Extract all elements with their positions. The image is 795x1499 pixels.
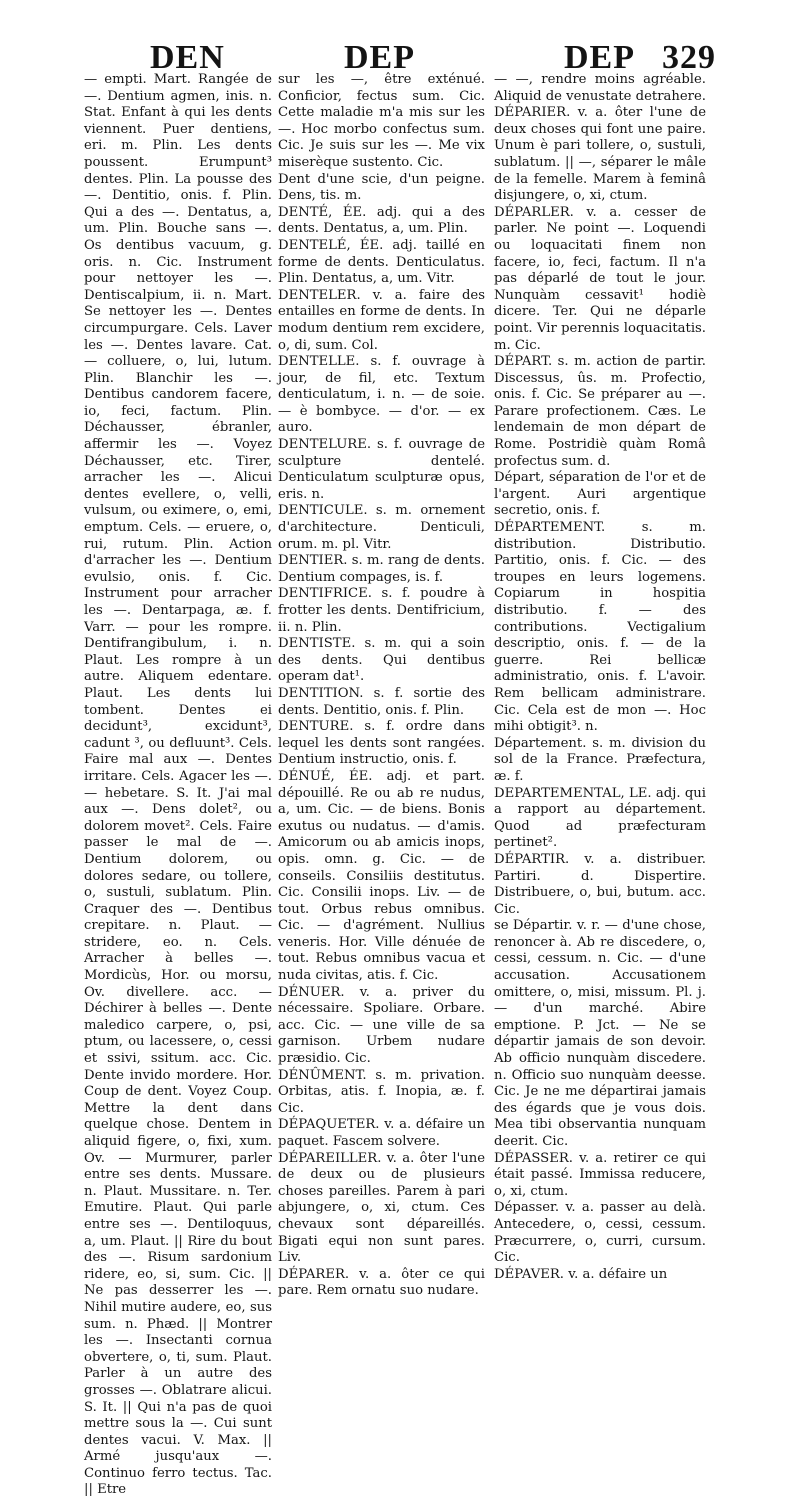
dictionary-entry: DÉPARTIR. v. a. distribuer. Partiri. d. Dispertire. Distribuere, o, bui, butum. acc. Cic. xyxy=(494,851,706,917)
dictionary-entry: DENTELURE. s. f. ouvrage de sculpture dentelé. Denticulatum sculpturæ opus, eris. n. xyxy=(278,437,485,502)
running-head-middle: DEP xyxy=(344,39,415,76)
dictionary-entry: Département. s. m. division du sol de la France. Præfectura, æ. f. xyxy=(494,735,706,784)
dictionary-entry: DENTELER. v. a. faire des entailles en forme de dents. In modum dentium rem excidere, o, di, sum. Col. xyxy=(278,287,485,353)
dictionary-entry: DENTURE. s. f. ordre dans lequel les dents sont rangées. Dentium instructio, onis. f. xyxy=(278,719,485,768)
dictionary-entry: se Départir. v. r. — d'une chose, renoncer à. Ab re discedere, o, cessi, cessum. n. Cic. — d'une accusation. Accusationem omittere, o, misi, missum. Pl. j. — d'un marché. Abire emptione. P. Jct. — Ne se départir jamais de son devoir. Ab officio nunquàm discedere. n. Officio suo nunquàm deesse. Cic. Je ne me départirai jamais des égards que je vous dois. Mea tibi observantia nunquam deerit. Cic. xyxy=(494,918,706,1149)
running-head-right: DEP xyxy=(564,39,635,76)
column-3 xyxy=(494,72,706,1282)
dictionary-entry: Dépasser. v. a. passer au delà. Antecedere, o, cessi, cessum. Præcurrere, o, curri, cursum. Cic. xyxy=(494,1200,706,1266)
page-number: 329 xyxy=(662,39,716,76)
dictionary-entry: — —, rendre moins agréable. Aliquid de venustate detrahere. xyxy=(494,72,706,104)
dictionary-entry: DENTELÉ, ÉE. adj. taillé en forme de dents. Denticulatus. Plin. Dentatus, a, um. Vitr. xyxy=(278,237,485,287)
running-head-left: DEN xyxy=(150,39,225,76)
dictionary-entry: DÉNÛMENT. s. m. privation. Orbitas, atis. f. Inopia, æ. f. Cic. xyxy=(278,1067,485,1116)
dictionary-entry: DÉPARIER. v. a. ôter l'une de deux choses qui font une paire. Unum è pari tollere, o, sustuli, sublatum. || —, séparer le mâle de la femelle. Marem à feminâ disjungere, o, xi, ctum. xyxy=(494,105,706,204)
dictionary-entry: Dent d'une scie, d'un peigne. Dens, tis. m. xyxy=(278,171,485,204)
dictionary-entry: DÉPART. s. m. action de partir. Discessus, ûs. m. Profectio, onis. f. Cic. Se préparer au —. Parare profectionem. Cæs. Le lendemain de mon départ de Rome. Postridiè quàm Româ profectus sum. d. xyxy=(494,354,706,469)
dictionary-entry: DÉPAQUETER. v. a. défaire un paquet. Fascem solvere. xyxy=(278,1117,485,1149)
dictionary-entry: DÉNUER. v. a. priver du nécessaire. Spoliare. Orbare. acc. Cic. — une ville de sa garnison. Urbem nudare præsidio. Cic. xyxy=(278,984,485,1067)
dictionary-entry: — empti. Mart. Rangée de —. Dentium agmen, inis. n. Stat. Enfant à qui les dents viennent. Puer dentiens, eri. m. Plin. Les dents poussent. Erumpunt³ dentes. Plin. La pousse des —. Dentitio, onis. f. Plin. Qui a des —. Dentatus, a, um. Plin. Bouche sans —. Os dentibus vacuum, g. oris. n. Cic. Instrument pour nettoyer les —. Dentiscalpium, ii. n. Mart. Se nettoyer les —. Dentes circumpurgare. Cels. Laver les —. Dentes lavare. Cat. — colluere, o, lui, lutum. Plin. Blanchir les —. Dentibus candorem facere, io, feci, factum. Plin. Déchausser, ébranler, affermir les —. Voyez Déchausser, etc. Tirer, arracher les —. Alicui dentes evellere, o, velli, vulsum, ou eximere, o, emi, emptum. Cels. — eruere, o, rui, rutum. Plin. Action d'arracher les —. Dentium evulsio, onis. f. Cic. Instrument pour arracher les —. Dentarpaga, æ. f. Varr. — pour les rompre. Dentifrangibulum, i. n. Plaut. Les rompre à un autre. Aliquem edentare. Plaut. Les dents lui tombent. Dentes ei decidunt³, excidunt³, cadunt ³, ou defluunt³. Cels. Faire mal aux —. Dentes irritare. Cels. Agacer les —. — hebetare. S. It. J'ai mal aux —. Dens dolet², ou dolorem movet². Cels. Faire passer le mal de —. Dentium dolorem, ou dolores sedare, ou tollere, o, sustuli, sublatum. Plin. Craquer des —. Dentibus crepitare. n. Plaut. — stridere, eo. n. Cels. Arracher à belles —. Mordicùs, Hor. ou morsu, Ov. divellere. acc. — Déchirer à belles —. Dente maledico carpere, o, psi, ptum, ou lacessere, o, cessi et ssivi, ssitum. acc. Cic. Dente invido mordere. Hor. Coup de dent. Voyez Coup. Mettre la dent dans quelque chose. Dentem in aliquid figere, o, fixi, xum. Ov. — Murmurer, parler entre ses dents. Mussare. n. Plaut. Mussitare. n. Ter. Emutire. Plaut. Qui parle entre ses —. Dentiloquus, a, um. Plaut. || Rire du bout des —. Risum sardonium ridere, eo, si, sum. Cic. || Ne pas desserrer les —. Nihil mutire audere, eo, sus sum. n. Phæd. || Montrer les —. Insectanti cornua obvertere, o, ti, sum. Plaut. Parler à un autre des grosses —. Oblatrare alicui. S. It. || Qui n'a pas de quoi mettre sous la —. Cui sunt dentes vacui. V. Max. || Armé jusqu'aux —. Continuo ferro tectus. Tac. || Etre xyxy=(84,72,272,1498)
dictionary-entry: DENTITION. s. f. sortie des dents. Dentitio, onis. f. Plin. xyxy=(278,685,485,718)
dictionary-entry: DÉNUÉ, ÉE. adj. et part. dépouillé. Re ou ab re nudus, a, um. Cic. — de biens. Bonis exutus ou nudatus. — d'amis. Amicorum ou ab amicis inops, opis. omn. g. Cic. — de conseils. Consiliis destitutus. Cic. Consilii inops. Liv. — de tout. Orbus rebus omnibus. Cic. — d'agrément. Nullius veneris. Hor. Ville dénuée de tout. Rebus omnibus vacua et nuda civitas, atis. f. Cic. xyxy=(278,768,485,984)
dictionary-entry: DENTIER. s. m. rang de dents. Dentium compages, is. f. xyxy=(278,553,485,585)
column-2 xyxy=(278,72,485,1299)
dictionary-entry: DENTÉ, ÉE. adj. qui a des dents. Dentatus, a, um. Plin. xyxy=(278,204,485,237)
dictionary-entry: Départ, séparation de l'or et de l'argent. Auri argentique secretio, onis. f. xyxy=(494,470,706,519)
dictionary-entry: DENTIFRICE. s. f. poudre à frotter les dents. Dentifricium, ii. n. Plin. xyxy=(278,586,485,635)
dictionary-entry: DENTISTE. s. m. qui a soin des dents. Qui dentibus operam dat¹. xyxy=(278,636,485,685)
dictionary-entry: DÉPARLER. v. a. cesser de parler. Ne point —. Loquendi ou loquacitati finem non facere, io, feci, factum. Il n'a pas déparlé de tout le jour. Nunquàm cessavit¹ hodiè dicere. Ter. Qui ne déparle point. Vir perennis loquacitatis. m. Cic. xyxy=(494,204,706,353)
dictionary-entry: DÉPARTEMENT. s. m. distribution. Distributio. Partitio, onis. f. Cic. — des troupes en leurs logemens. Copiarum in hospitia distributio. f. — des contributions. Vectigalium descriptio, onis. f. — de la guerre. Rei bellicæ administratio, onis. f. L'avoir. Rem bellicam administrare. Cic. Cela est de mon —. Hoc mihi obtigit³. n. xyxy=(494,520,706,735)
dictionary-entry: sur les —, être exténué. Conficior, fectus sum. Cic. Cette maladie m'a mis sur les —. Hoc morbo confectus sum. Cic. Je suis sur les —. Me vix miserèque sustento. Cic. xyxy=(278,72,485,170)
dictionary-entry: DÉPARER. v. a. ôter ce qui pare. Rem ornatu suo nudare. xyxy=(278,1266,485,1299)
dictionary-entry: DÉPASSER. v. a. retirer ce qui était passé. Immissa reducere, o, xi, ctum. xyxy=(494,1150,706,1199)
dictionary-entry: DENTELLE. s. f. ouvrage à jour, de fil, etc. Textum denticulatum, i. n. — de soie. — è bombyce. — d'or. — ex auro. xyxy=(278,354,485,436)
dictionary-entry: DENTICULE. s. m. ornement d'architecture. Denticuli, orum. m. pl. Vitr. xyxy=(278,503,485,552)
dictionary-entry: DEPARTEMENTAL, LE. adj. qui a rapport au département. Quod ad præfecturam pertinet². xyxy=(494,785,706,851)
column-1 xyxy=(84,72,272,1498)
dictionary-entry: DÉPAVER. v. a. défaire un xyxy=(494,1266,668,1282)
dictionary-entry: DÉPAREILLER. v. a. ôter l'une de deux ou de plusieurs choses pareilles. Parem à pari abjungere, o, xi, ctum. Ces chevaux sont dépareillés. Bigati equi non sunt pares. Liv. xyxy=(278,1150,485,1266)
